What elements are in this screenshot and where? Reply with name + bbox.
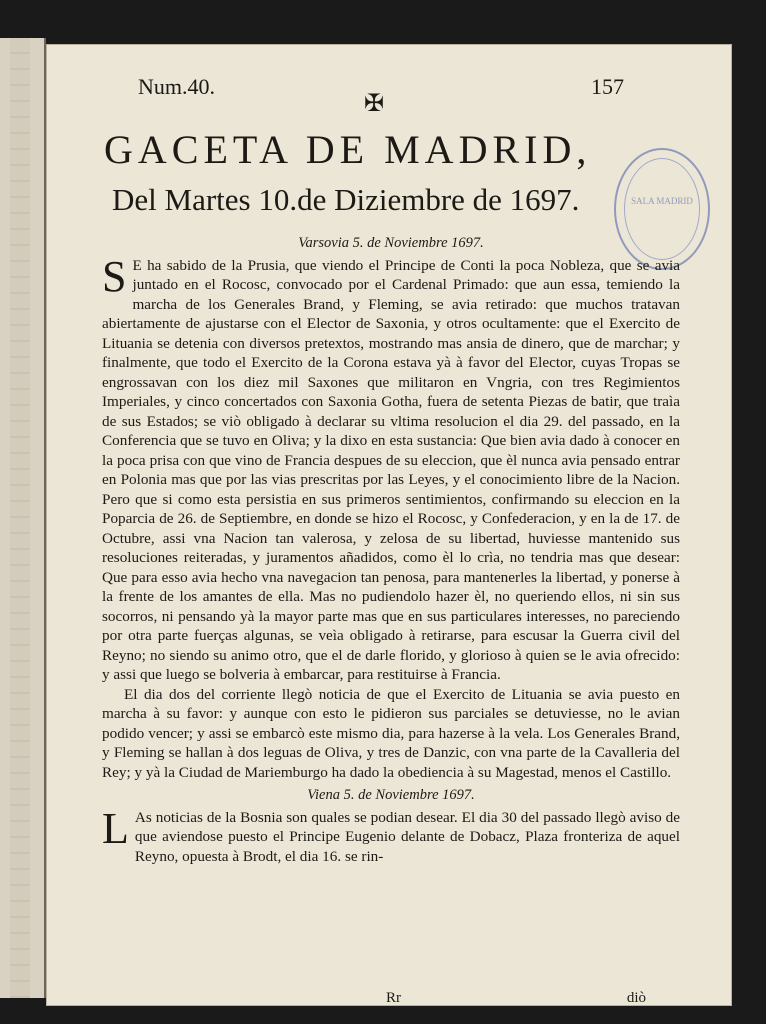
- article-paragraph: El dia dos del corriente llegò noticia de que el Exercito de Lituania se avia puesto en marcha à su favor: y aunque con esto le pidieron sus parciales se detuviesse, no le avian podido vencer; y assi se embarcò este mismo dia, para hazerse à la vela. Los Generales Brand, y Fleming se hallan à dos leguas de Oliva, y tres de Danzic, con vna parte de la Cavalleria del Rey; y yà la Ciudad de Mariemburgo ha dado la obediencia à su Magestad, menos el Castillo.: [102, 685, 680, 781]
- page-number: 157: [591, 74, 624, 99]
- drop-cap: S: [102, 251, 127, 301]
- gazette-date: Del Martes 10.de Diziembre de 1697.: [112, 182, 580, 217]
- stamp-text: SALA MADRID: [631, 196, 693, 206]
- previous-page-edge: [0, 38, 46, 998]
- previous-page-text-strip: [10, 38, 30, 998]
- article-body: [102, 234, 680, 866]
- article-paragraph: [102, 251, 680, 685]
- drop-cap: L: [102, 803, 129, 853]
- article-dateline: Viena 5. de Noviembre 1697.: [307, 787, 475, 803]
- article-dateline: Varsovia 5. de Noviembre 1697.: [298, 235, 484, 251]
- paragraph-text: E ha sabido de la Prusia, que viendo el Principe de Conti la poca Nobleza, que se avia juntado en el Rocosc, convocado por el Cardenal Primado: que aun essa, temiendo la marcha de los Generales Brand, y Fleming, se avia retirado: que muchos tratavan abiertamente de ajustarse con el Elector de Saxonia, y otros ocultamente: que el Exercito de Lituania se detenia con diversos pretextos, mostrando mas ansia de dinero, que de marchar; y finalmente, que todo el Exercito de la Corona estava yà à favor del Elector, cuyas Tropas se engrossavan con los diez mil Saxones que militaron en Vngria, con tres Regimientos Imperiales, y cinco concertados con Saxonia Gotha, fuera de setenta Piezas de batir, que traìa de sus Estados; se viò obligado à declarar su vltima resolucion el dia 29. del passado, en la Conferencia que se tuvo en Oliva; y la dixo en esta sustancia: Que bien avia dado à conocer en la poca prisa con que vino de Francia despues de su eleccion, que èl nunca avia pensado entrar en Polonia mas que por las vias prescritas por las Leyes, y el conocimiento libre de la Nacion. Pero que si como esta persistia en sus primeros sentimientos, confirmando su eleccion en la Poparcia de 26. de Septiembre, en donde se hizo el Rocosc, y Confederacion, y en la de 17. de Octubre, assi vna Nacion tan valerosa, y zelosa de su libertad, huviesse mantenido sus resoluciones reiteradas, y juramentos añadidos, como èl lo crìa, no tendria mas que desear: Que para esso avia hecho vna navegacion tan penosa, para mantenerles la libertad, y ponerse à la frente de los amantes de ella. Mas no pudiendolo hazer èl, no queriendo ellos, ni sin sus socorros, ni pensando yà la mayor parte mas que en sus particulares interesses, no pareciendo por otra parte fuerças algunas, se veìa obligado à retirarse, para escusar la Guerra civil del Reyno; no siendo su animo otro, que el de darle florido, y glorioso à quien se le avia ofrecido: y assi que luego se bolveria à embarcar, para restituirse à Francia.: [102, 256, 680, 683]
- issue-number: Num.40.: [138, 74, 215, 99]
- catchword: diò: [626, 990, 646, 1006]
- paragraph-text: As noticias de la Bosnia son quales se podian desear. El dia 30 del passado llegò aviso de que aviendose puesto el Principe Eugenio delante de Dobacz, Plaza fronteriza de aquel Reyno, opuesta à Brodt, el dia 16. se rin-: [134, 808, 680, 865]
- gazette-page: [46, 44, 732, 1006]
- article-paragraph: [102, 803, 680, 867]
- cross-ornament-icon: ✠: [364, 91, 385, 117]
- signature-mark: Rr: [386, 990, 401, 1006]
- gazette-title: GACETA DE MADRID,: [104, 127, 592, 172]
